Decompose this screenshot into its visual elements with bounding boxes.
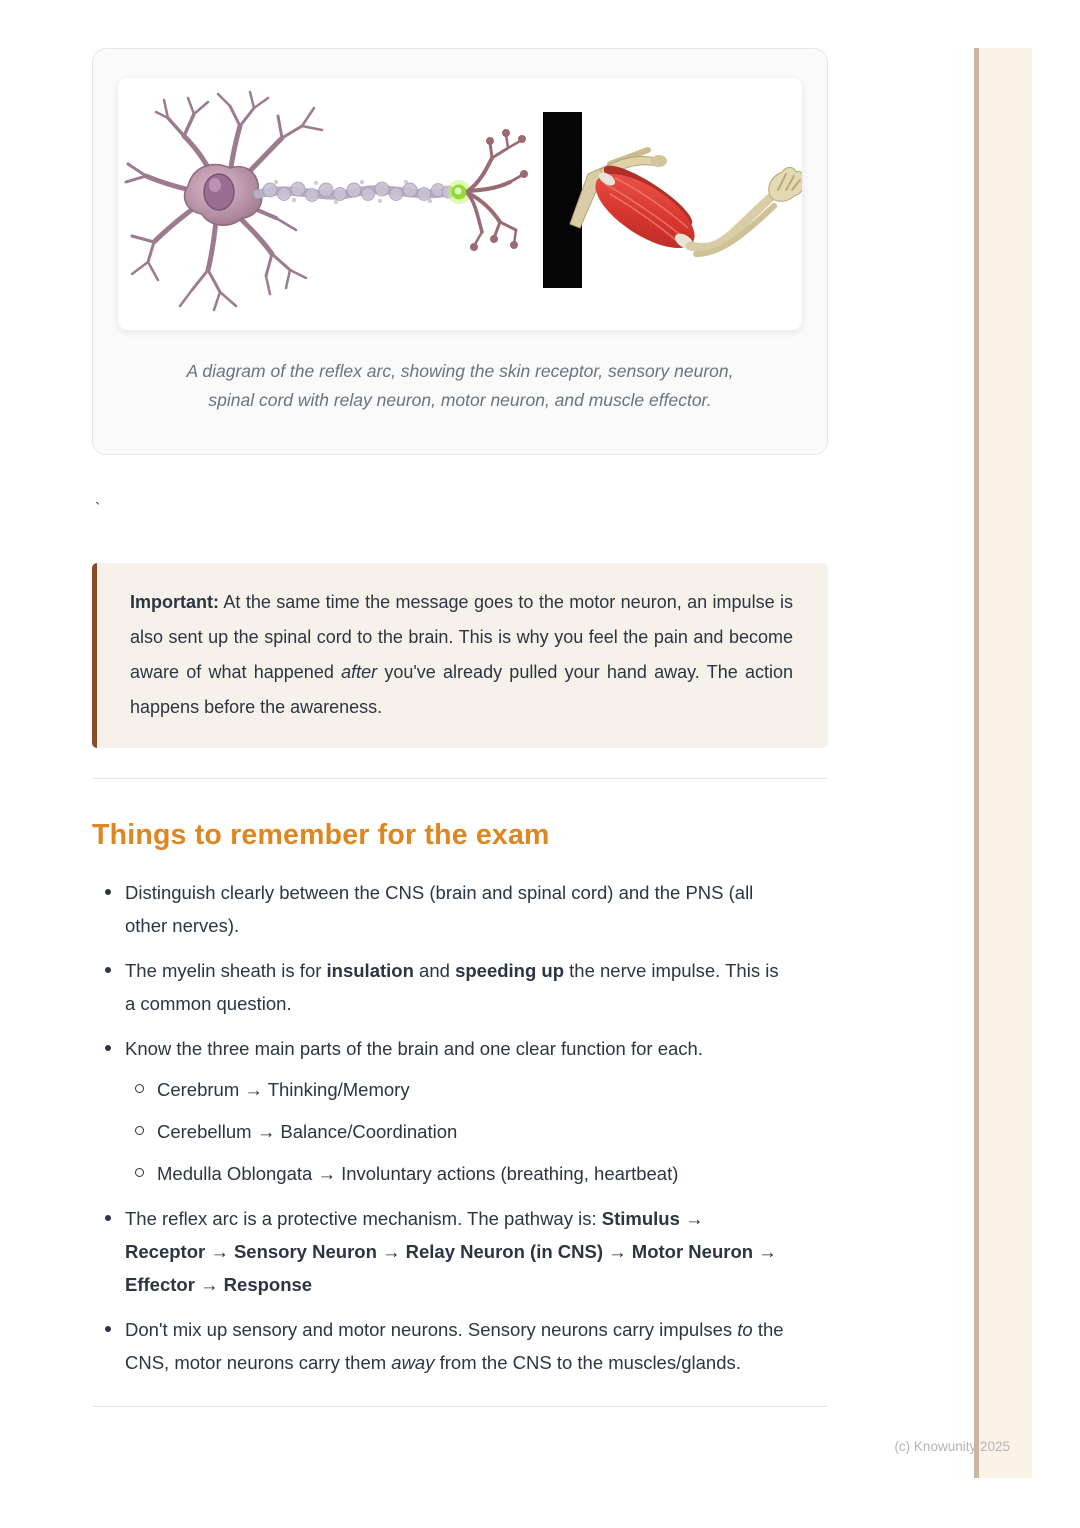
bullet-text: The myelin sheath is for insulation and speeding up the nerve impulse. This is a common question.	[125, 960, 779, 1014]
exam-tips-list	[92, 876, 828, 1379]
important-callout	[92, 563, 828, 748]
bullet-text: Don't mix up sensory and motor neurons. Sensory neurons carry impulses to the CNS, motor neurons carry them away from the CNS to the muscles/glands.	[125, 1319, 784, 1373]
reflex-arc-figure	[118, 78, 802, 330]
sub-bullet-text: Cerebellum → Balance/Coordination	[157, 1121, 458, 1142]
figure-caption	[128, 357, 792, 415]
bullet-item	[125, 1202, 788, 1301]
bullet-text: Distinguish clearly between the CNS (brain and spinal cord) and the PNS (all other nerves).	[125, 882, 754, 936]
black-bar-graphic	[543, 112, 582, 288]
figure-image	[118, 78, 802, 330]
callout-text: Important: At the same time the message goes to the motor neuron, an impulse is also sent up the spinal cord to the brain. This is why you feel the pain and become aware of what happened after you've already pulled your hand away. The action happens before the awareness.	[130, 592, 793, 717]
caption-line-1: A diagram of the reflex arc, showing the skin receptor, sensory neuron,	[186, 361, 734, 381]
divider-top	[92, 778, 828, 779]
brain-parts-sublist	[125, 1073, 788, 1190]
arm-muscle-graphic	[570, 150, 802, 262]
caption-line-2: spinal cord with relay neuron, motor neuron, and muscle effector.	[208, 390, 712, 410]
bullet-item	[125, 1032, 788, 1190]
divider-bottom	[92, 1406, 828, 1407]
bullet-text: Know the three main parts of the brain and one clear function for each.	[125, 1038, 703, 1059]
watermark: (c) Knowunity 2025	[894, 1439, 1010, 1454]
bullet-item	[125, 954, 788, 1020]
bullet-text: The reflex arc is a protective mechanism. The pathway is: Stimulus → Receptor → Sensory Neuron → Relay Neuron (in CNS) → Motor Neuron → Effector → Response	[125, 1208, 777, 1295]
page-edge-stripe	[979, 48, 1032, 1478]
bullet-item	[125, 1313, 788, 1379]
sub-bullet-item	[157, 1115, 788, 1148]
figure-card	[92, 48, 828, 455]
sub-bullet-item	[157, 1157, 788, 1190]
section-heading: Things to remember for the exam	[92, 819, 550, 851]
sub-bullet-text: Cerebrum → Thinking/Memory	[157, 1079, 410, 1100]
neuron-graphic	[126, 92, 528, 310]
sub-bullet-text: Medulla Oblongata → Involuntary actions (breathing, heartbeat)	[157, 1163, 679, 1184]
content-column	[92, 48, 828, 1407]
bullet-item	[125, 876, 788, 942]
sub-bullet-item	[157, 1073, 788, 1106]
stray-backtick: `	[95, 501, 101, 518]
